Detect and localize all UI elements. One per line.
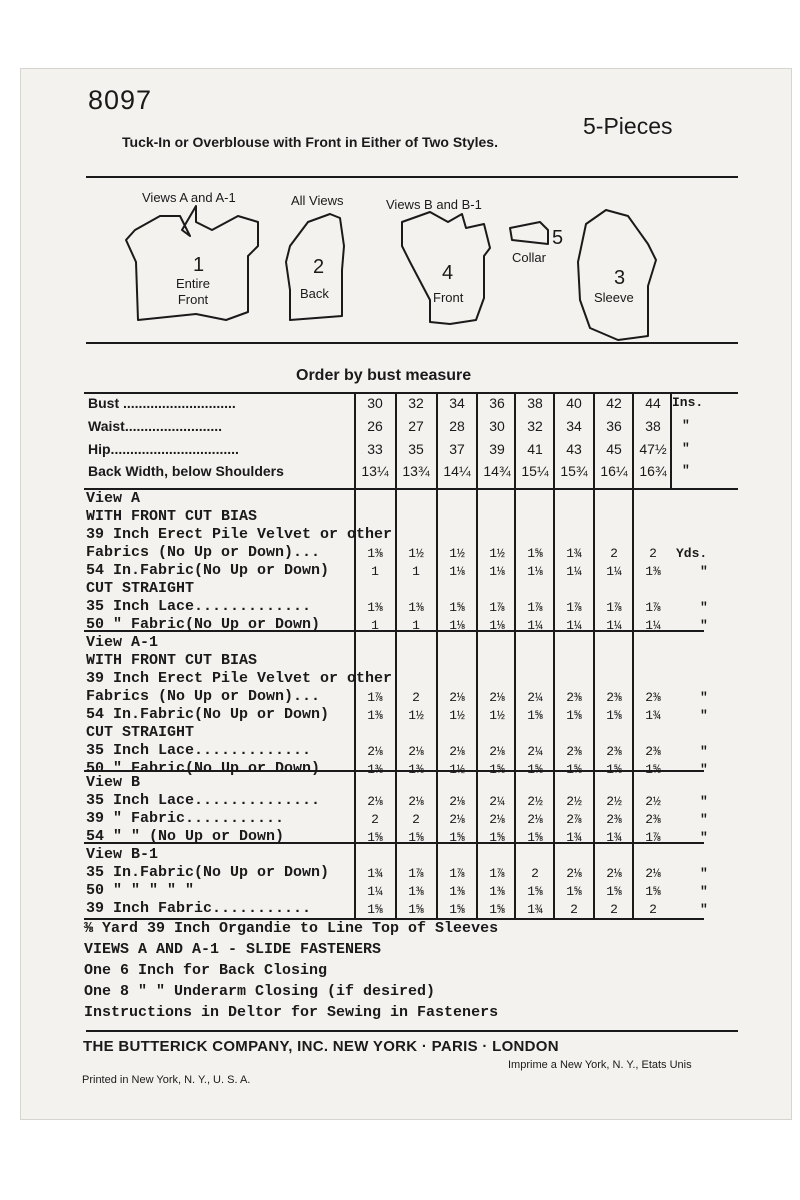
yardage-cell: 2⅛ [606,866,622,881]
measure-cell: 33 [367,441,383,457]
label-views-a: Views A and A-1 [142,190,236,205]
measure-unit: " [682,463,690,478]
yardage-cell: 1⅞ [489,600,505,615]
measure-cell: 27 [408,418,424,434]
yardage-cell: 1½ [408,546,424,561]
yardage-cell: 1⅛ [489,618,505,633]
yardage-cell: 1⅝ [527,708,543,723]
yardage-cell: 1⅞ [367,690,383,705]
pattern-description: Tuck-In or Overblouse with Front in Either of Two Styles. [122,134,498,150]
divider-diagram [86,342,738,344]
yardage-heading: View A [86,490,141,507]
yardage-row-label: 39 Inch Fabric........... [86,900,312,917]
yardage-unit: " [700,744,708,759]
yardage-cell: 1½ [449,762,465,777]
yardage-cell: 1⅞ [408,866,424,881]
measure-cell: 16¾ [639,463,667,479]
yardage-cell: 1⅜ [408,762,424,777]
yardage-cell: 2½ [527,794,543,809]
measure-cell: 38 [645,418,661,434]
piece-1-name: Entire Front [176,276,210,307]
yardage-cell: 1¼ [566,618,582,633]
yardage-cell: 2⅜ [645,812,661,827]
yardage-cell: 2⅜ [566,690,582,705]
yardage-cell: 2⅛ [449,744,465,759]
yardage-cell: 1⅝ [367,830,383,845]
yardage-cell: 2½ [645,794,661,809]
yardage-row-label: 35 In.Fabric(No Up or Down) [86,864,330,881]
measure-cell: 34 [449,395,465,411]
imprime: Imprime a New York, N. Y., Etats Unis [508,1059,692,1071]
note-line: Instructions in Deltor for Sewing in Fasteners [84,1004,499,1021]
measure-cell: 40 [566,395,582,411]
yardage-cell: 1⅝ [489,902,505,917]
yardage-cell: 2⅜ [606,812,622,827]
measure-cell: 42 [606,395,622,411]
yardage-cell: 1⅞ [489,866,505,881]
piece-5-number: 5 [552,227,564,249]
piece-4-name: Front [433,290,464,305]
yardage-cell: 1¾ [606,830,622,845]
table-title: Order by bust measure [296,367,472,384]
yardage-cell: 2 [610,902,618,917]
yardage-row-label: 50 " Fabric(No Up or Down) [86,616,321,633]
yardage-cell: 1¾ [566,830,582,845]
measure-cell: 13¾ [402,463,430,479]
yardage-cell: 2⅛ [489,744,505,759]
measure-cell: 36 [489,395,505,411]
yardage-row-label: 39 " Fabric........... [86,810,285,827]
yardage-cell: 2⅛ [449,812,465,827]
measure-cell: 43 [566,441,582,457]
yardage-cell: 1½ [449,708,465,723]
yardage-cell: 1⅛ [449,564,465,579]
yardage-row-label: 35 Inch Lace.............. [86,792,321,809]
measure-cell: 30 [367,395,383,411]
yardage-cell: 1½ [489,708,505,723]
yardage-cell: 1⅜ [449,884,465,899]
measure-unit: Ins. [672,395,704,410]
yardage-cell: 2⅛ [489,690,505,705]
yardage-cell: 1¼ [566,564,582,579]
yardage-row-label: 54 " " (No Up or Down) [86,828,285,845]
yardage-row-label: 50 " " " " " [86,882,195,899]
yardage-cell: 1⅜ [367,762,383,777]
yardage-cell: 1⅞ [606,600,622,615]
yardage-cell: 2⅞ [566,812,582,827]
yardage-cell: 2⅜ [606,690,622,705]
piece-1-number: 1 [193,254,205,276]
piece-5-name: Collar [512,250,546,265]
yardage-cell: 1⅝ [408,902,424,917]
measure-cell: 37 [449,441,465,457]
measure-cell: 45 [606,441,622,457]
yardage-cell: 2 [371,812,379,827]
yardage-cell: 2⅜ [606,744,622,759]
yardage-heading: View A-1 [86,634,159,651]
yardage-unit: " [700,902,708,917]
yardage-heading: WITH FRONT CUT BIAS [86,652,258,669]
yardage-row-label: Fabrics (No Up or Down)... [86,544,321,561]
yardage-cell: 1⅝ [606,762,622,777]
yardage-unit: " [700,794,708,809]
yardage-cell: 1⅝ [489,830,505,845]
yardage-cell: 1⅝ [367,902,383,917]
yardage-unit: " [700,600,708,615]
measure-cell: 14¾ [483,463,511,479]
yardage-cell: 2¼ [489,794,505,809]
yardage-cell: 1⅜ [367,546,383,561]
measure-row-label: Back Width, below Shoulders [88,463,284,479]
yardage-heading: CUT STRAIGHT [86,724,195,741]
yardage-cell: 1⅝ [645,762,661,777]
measure-cell: 44 [645,395,661,411]
yardage-cell: 1⅝ [449,902,465,917]
yardage-cell: 2⅜ [645,690,661,705]
company-name: THE BUTTERICK COMPANY, INC. NEW YORK · PARIS · LONDON [83,1038,559,1055]
yardage-cell: 2½ [566,794,582,809]
yardage-unit: " [700,830,708,845]
yardage-cell: 1¾ [566,546,582,561]
yardage-cell: 1⅝ [527,762,543,777]
yardage-cell: 1⅝ [566,884,582,899]
yardage-cell: 1 [412,564,420,579]
yardage-cell: 2½ [606,794,622,809]
yardage-cell: 1⅝ [449,830,465,845]
measure-cell: 15¾ [560,463,588,479]
yardage-cell: 1⅞ [527,600,543,615]
measure-cell: 41 [527,441,543,457]
yardage-cell: 1⅜ [408,884,424,899]
yardage-cell: 1½ [408,708,424,723]
yardage-unit: " [700,884,708,899]
yardage-heading: 39 Inch Erect Pile Velvet or other [86,526,393,543]
yardage-unit: " [700,866,708,881]
yardage-cell: 1¼ [645,618,661,633]
piece-3-number: 3 [614,267,626,289]
measure-unit: " [682,418,690,433]
yardage-cell: 1⅝ [408,830,424,845]
yardage-cell: 1⅝ [566,762,582,777]
yardage-cell: 1½ [449,546,465,561]
yardage-heading: WITH FRONT CUT BIAS [86,508,258,525]
yardage-cell: 1⅝ [527,884,543,899]
piece-2-name: Back [300,286,329,301]
yardage-cell: 2 [649,546,657,561]
yardage-cell: 2⅛ [408,744,424,759]
yardage-cell: 2⅛ [449,690,465,705]
yardage-cell: 2⅛ [408,794,424,809]
yardage-cell: 1¾ [527,902,543,917]
yardage-cell: 1⅜ [367,708,383,723]
pattern-pieces-diagram [0,0,800,360]
yardage-cell: 1⅞ [566,600,582,615]
yardage-cell: 2 [412,690,420,705]
yardage-cell: 1⅝ [527,546,543,561]
yardage-cell: 1 [371,618,379,633]
yardage-cell: 2 [531,866,539,881]
yardage-cell: 1⅝ [606,884,622,899]
measure-unit: " [682,441,690,456]
piece-2-number: 2 [313,256,325,278]
measure-row-label: Hip................................. [88,441,239,457]
yardage-cell: 1¼ [367,884,383,899]
yardage-unit: " [700,618,708,633]
measure-row-label: Bust ............................. [88,395,236,411]
note-line: One 8 " " Underarm Closing (if desired) [84,983,436,1000]
yardage-cell: 1½ [489,546,505,561]
measure-cell: 15¼ [521,463,549,479]
measure-cell: 36 [606,418,622,434]
note-line: ⅜ Yard 39 Inch Organdie to Line Top of Sleeves [84,920,499,937]
yardage-cell: 2⅛ [367,744,383,759]
yardage-unit: " [700,690,708,705]
yardage-unit: " [700,708,708,723]
piece-collar-outline [510,222,548,244]
yardage-cell: 2¼ [527,690,543,705]
yardage-cell: 1⅝ [566,708,582,723]
yardage-cell: 1¼ [606,618,622,633]
yardage-cell: 2⅛ [489,812,505,827]
yardage-cell: 2 [649,902,657,917]
yardage-cell: 1¼ [606,564,622,579]
yardage-cell: 1⅝ [449,600,465,615]
yardage-unit: " [700,564,708,579]
note-line: One 6 Inch for Back Closing [84,962,328,979]
divider-footer [86,1030,738,1032]
measure-bottom-rule [84,488,738,490]
yardage-unit: " [700,762,708,777]
yardage-cell: 2⅛ [449,794,465,809]
table-top-rule [84,392,738,394]
label-all-views: All Views [291,193,344,208]
yardage-cell: 1⅛ [527,564,543,579]
yardage-row-label: 35 Inch Lace............. [86,598,312,615]
yardage-cell: 1⅝ [489,762,505,777]
yardage-cell: 2⅛ [645,866,661,881]
yardage-row-label: Fabrics (No Up or Down)... [86,688,321,705]
measure-cell: 47½ [639,441,667,457]
yardage-row-label: 54 In.Fabric(No Up or Down) [86,706,330,723]
measure-cell: 28 [449,418,465,434]
yardage-heading: CUT STRAIGHT [86,580,195,597]
yardage-cell: 2 [610,546,618,561]
yardage-cell: 1⅝ [606,708,622,723]
yardage-cell: 1¼ [527,618,543,633]
yardage-cell: 1 [371,564,379,579]
yardage-cell: 1 [412,618,420,633]
yardage-cell: 1⅞ [645,600,661,615]
measure-cell: 32 [408,395,424,411]
yardage-cell: 1⅜ [367,600,383,615]
piece-3-name: Sleeve [594,290,634,305]
yardage-cell: 1⅞ [449,866,465,881]
pattern-number: 8097 [88,85,153,115]
yardage-row-label: 35 Inch Lace............. [86,742,312,759]
measure-cell: 39 [489,441,505,457]
yardage-cell: 2 [412,812,420,827]
measure-cell: 30 [489,418,505,434]
measure-cell: 32 [527,418,543,434]
measure-cell: 26 [367,418,383,434]
yardage-heading: 39 Inch Erect Pile Velvet or other [86,670,393,687]
measure-cell: 35 [408,441,424,457]
yardage-cell: 1⅛ [489,564,505,579]
note-line: VIEWS A AND A-1 - SLIDE FASTENERS [84,941,382,958]
yardage-cell: 2 [570,902,578,917]
measure-cell: 34 [566,418,582,434]
yardage-heading: View B-1 [86,846,159,863]
yardage-heading: View B [86,774,141,791]
measure-cell: 38 [527,395,543,411]
piece-4-number: 4 [442,262,454,284]
yardage-cell: 2¼ [527,744,543,759]
yardage-cell: 2⅜ [645,744,661,759]
yardage-cell: 1¾ [645,708,661,723]
printed-in: Printed in New York, N. Y., U. S. A. [82,1074,251,1086]
yardage-cell: 1⅝ [645,884,661,899]
yardage-cell: 1⅜ [408,600,424,615]
yardage-cell: 2⅜ [566,744,582,759]
yardage-cell: 2⅛ [367,794,383,809]
measure-cell: 14¼ [443,463,471,479]
yardage-cell: 1⅝ [527,830,543,845]
yardage-cell: 1⅜ [489,884,505,899]
yardage-cell: 1¾ [367,866,383,881]
yardage-unit: " [700,812,708,827]
yardage-cell: 2⅛ [566,866,582,881]
yardage-cell: 2⅛ [527,812,543,827]
yardage-cell: 1⅜ [645,564,661,579]
measure-cell: 13¼ [361,463,389,479]
yardage-row-label: 50 " Fabric(No Up or Down) [86,760,321,777]
yardage-unit: Yds. [676,546,708,561]
yardage-cell: 1⅞ [645,830,661,845]
measure-row-label: Waist......................... [88,418,223,434]
measure-cell: 16¼ [600,463,628,479]
piece-count: 5-Pieces [583,113,673,139]
yardage-cell: 1⅛ [449,618,465,633]
label-views-b: Views B and B-1 [386,197,482,212]
yardage-row-label: 54 In.Fabric(No Up or Down) [86,562,330,579]
